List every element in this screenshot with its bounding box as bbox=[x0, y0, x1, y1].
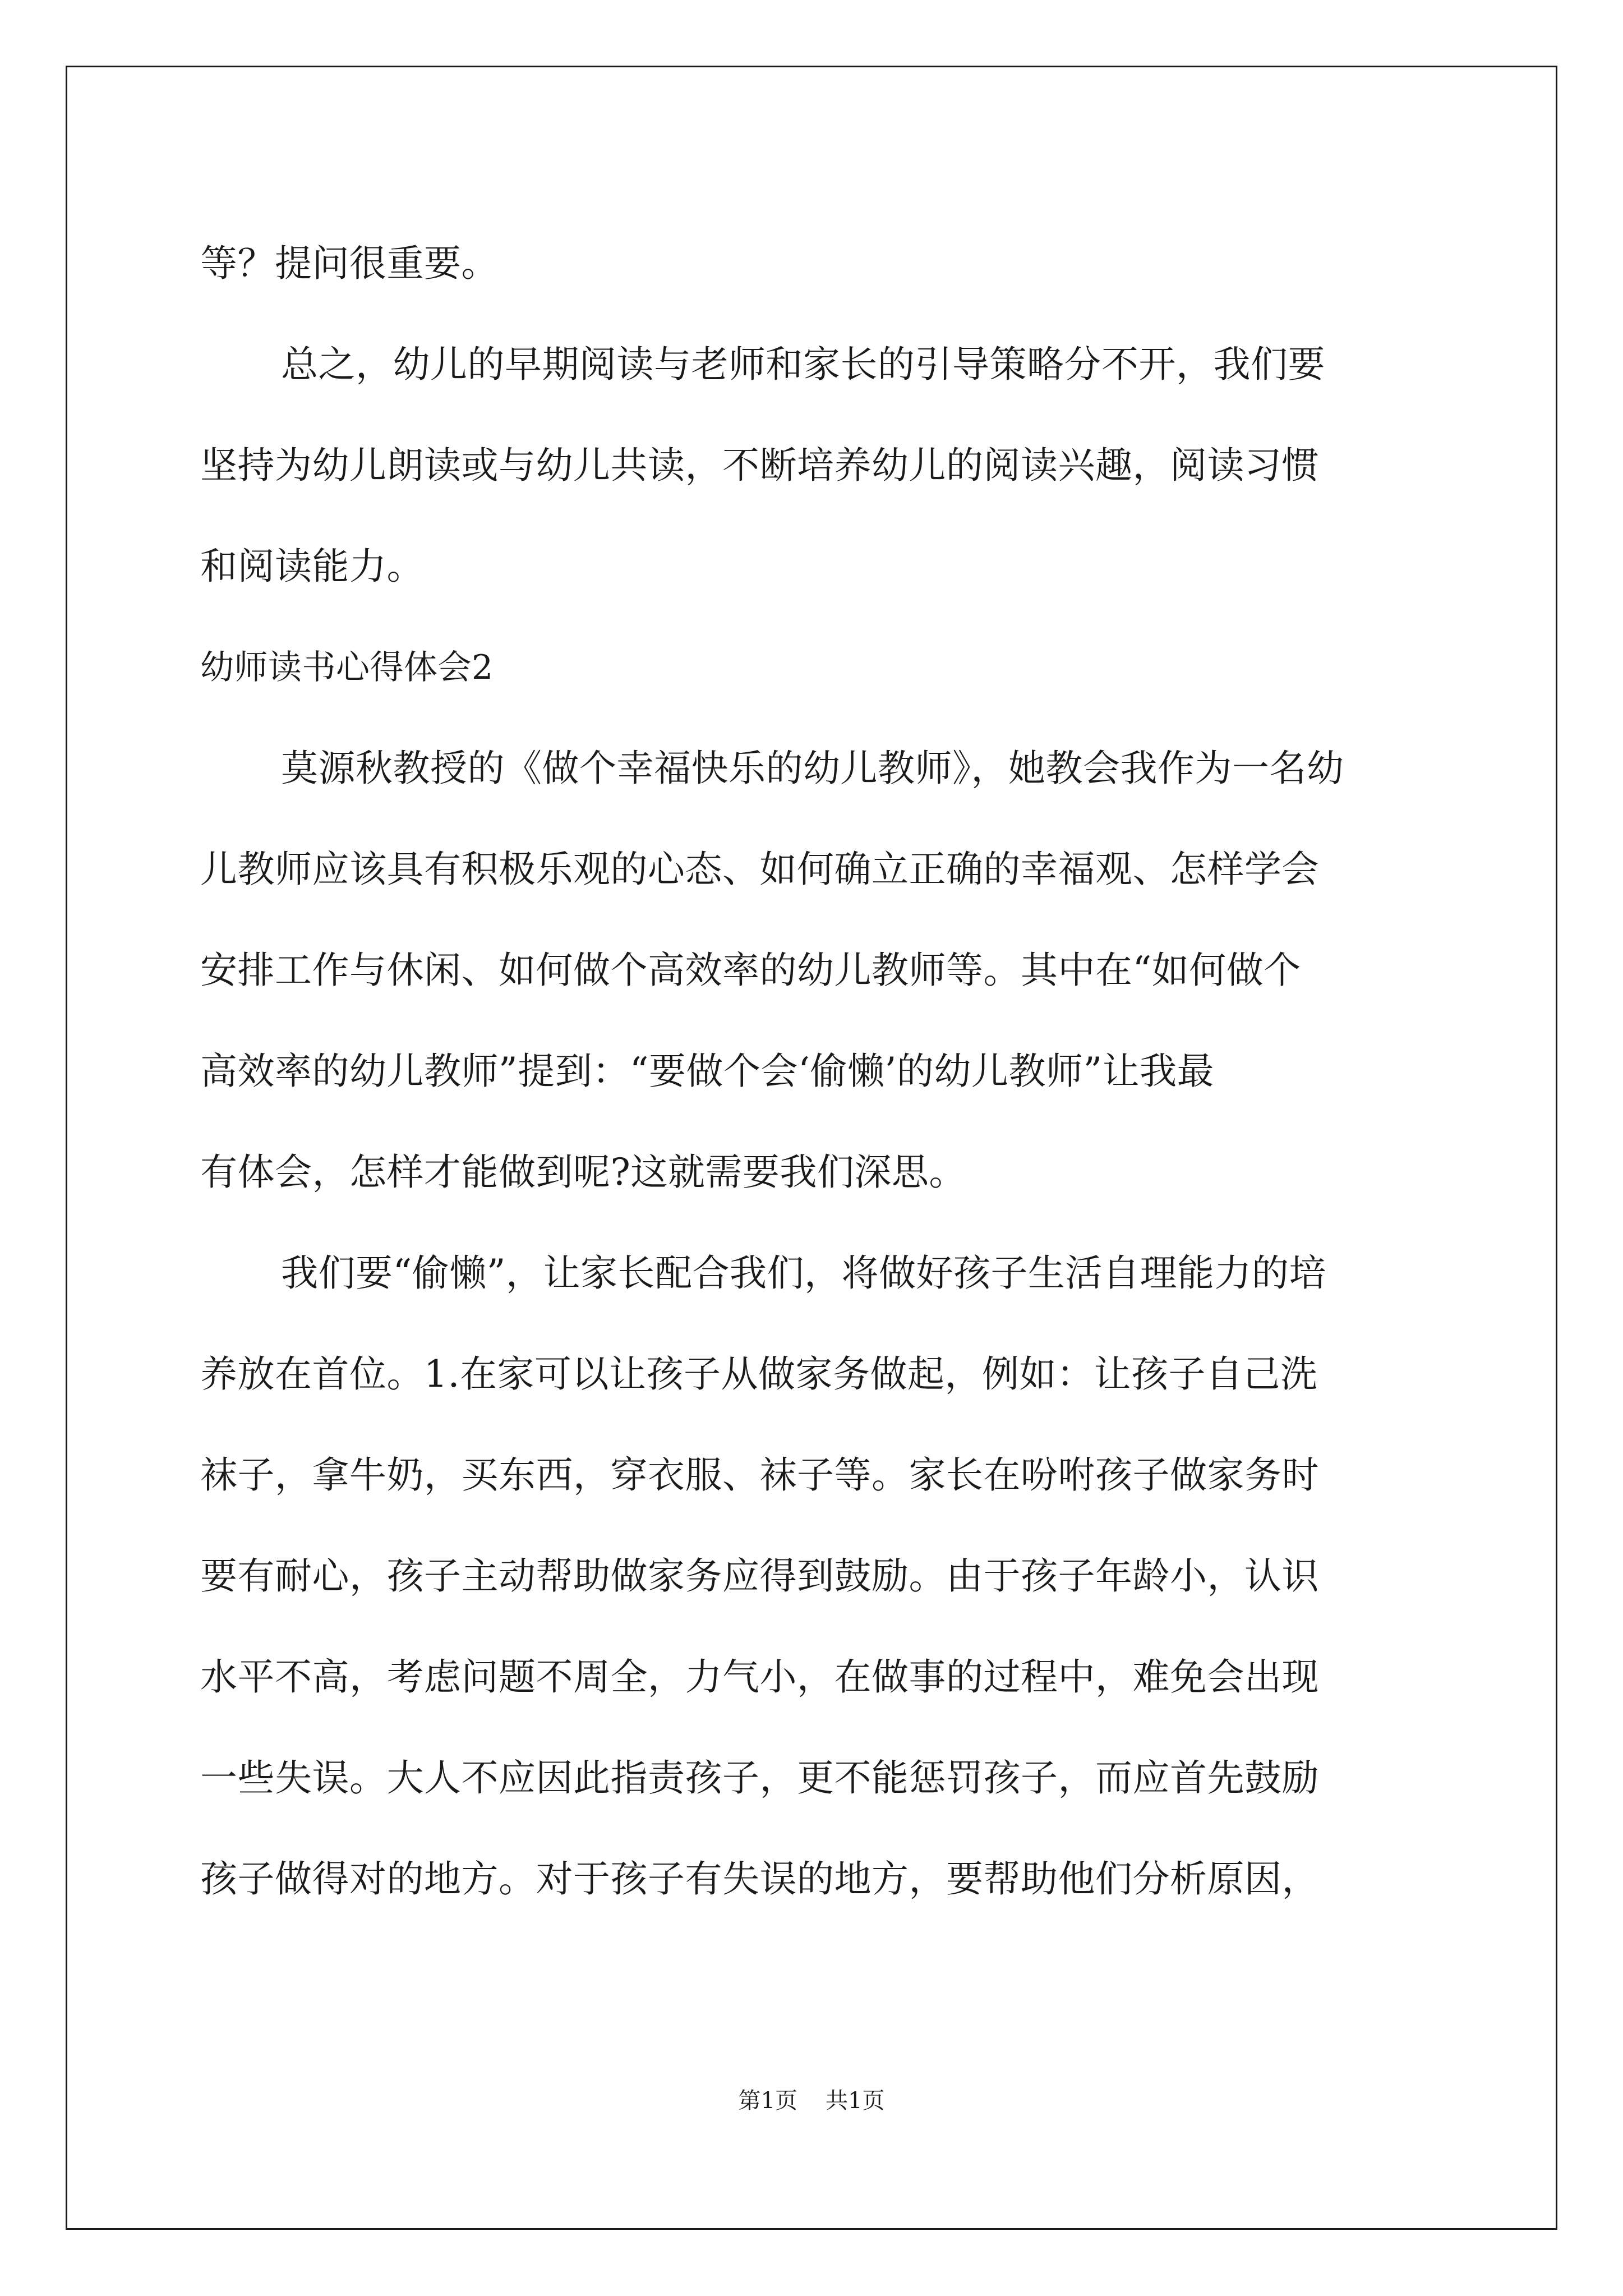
text-line: 一些失误。大人不应因此指责孩子，更不能惩罚孩子，而应首先鼓励 bbox=[200, 1756, 1319, 1800]
page-total: 共1页 bbox=[826, 2088, 885, 2114]
text-line: 和阅读能力。 bbox=[200, 545, 424, 588]
paragraph-start-line: 莫源秋教授的《做个幸福快乐的幼儿教师》，她教会我作为一名幼 bbox=[281, 747, 1344, 790]
section-heading: 幼师读书心得体会2 bbox=[200, 648, 494, 687]
paragraph-start-line: 我们要“偷懒”，让家长配合我们，将做好孩子生活自理能力的培 bbox=[281, 1251, 1326, 1295]
text-line: 安排工作与休闲、如何做个高效率的幼儿教师等。其中在“如何做个 bbox=[200, 949, 1301, 992]
paragraph-start-line: 总之，幼儿的早期阅读与老师和家长的引导策略分不开，我们要 bbox=[281, 343, 1325, 386]
text-line: 有体会，怎样才能做到呢?这就需要我们深思。 bbox=[200, 1151, 966, 1194]
text-line: 高效率的幼儿教师”提到：“要做个会‘偷懒’的幼儿教师”让我最 bbox=[200, 1050, 1215, 1093]
text-line: 要有耐心，孩子主动帮助做家务应得到鼓励。由于孩子年龄小，认识 bbox=[200, 1554, 1319, 1598]
text-line: 儿教师应该具有积极乐观的心态、如何确立正确的幸福观、怎样学会 bbox=[200, 848, 1319, 891]
text-line: 等？提问很重要。 bbox=[200, 242, 499, 285]
text-line: 养放在首位。1.在家可以让孩子从做家务做起，例如：让孩子自己洗 bbox=[200, 1352, 1318, 1396]
text-line: 坚持为幼儿朗读或与幼儿共读，不断培养幼儿的阅读兴趣，阅读习惯 bbox=[200, 444, 1319, 487]
page-number: 第1页 bbox=[738, 2088, 797, 2114]
text-line: 袜子，拿牛奶，买东西，穿衣服、袜子等。家长在吩咐孩子做家务时 bbox=[200, 1453, 1319, 1497]
text-line: 孩子做得对的地方。对于孩子有失误的地方，要帮助他们分析原因， bbox=[200, 1857, 1319, 1901]
text-line: 水平不高，考虑问题不周全，力气小，在做事的过程中，难免会出现 bbox=[200, 1655, 1319, 1699]
page-footer bbox=[0, 2084, 1623, 2118]
document-body bbox=[200, 213, 1428, 1930]
